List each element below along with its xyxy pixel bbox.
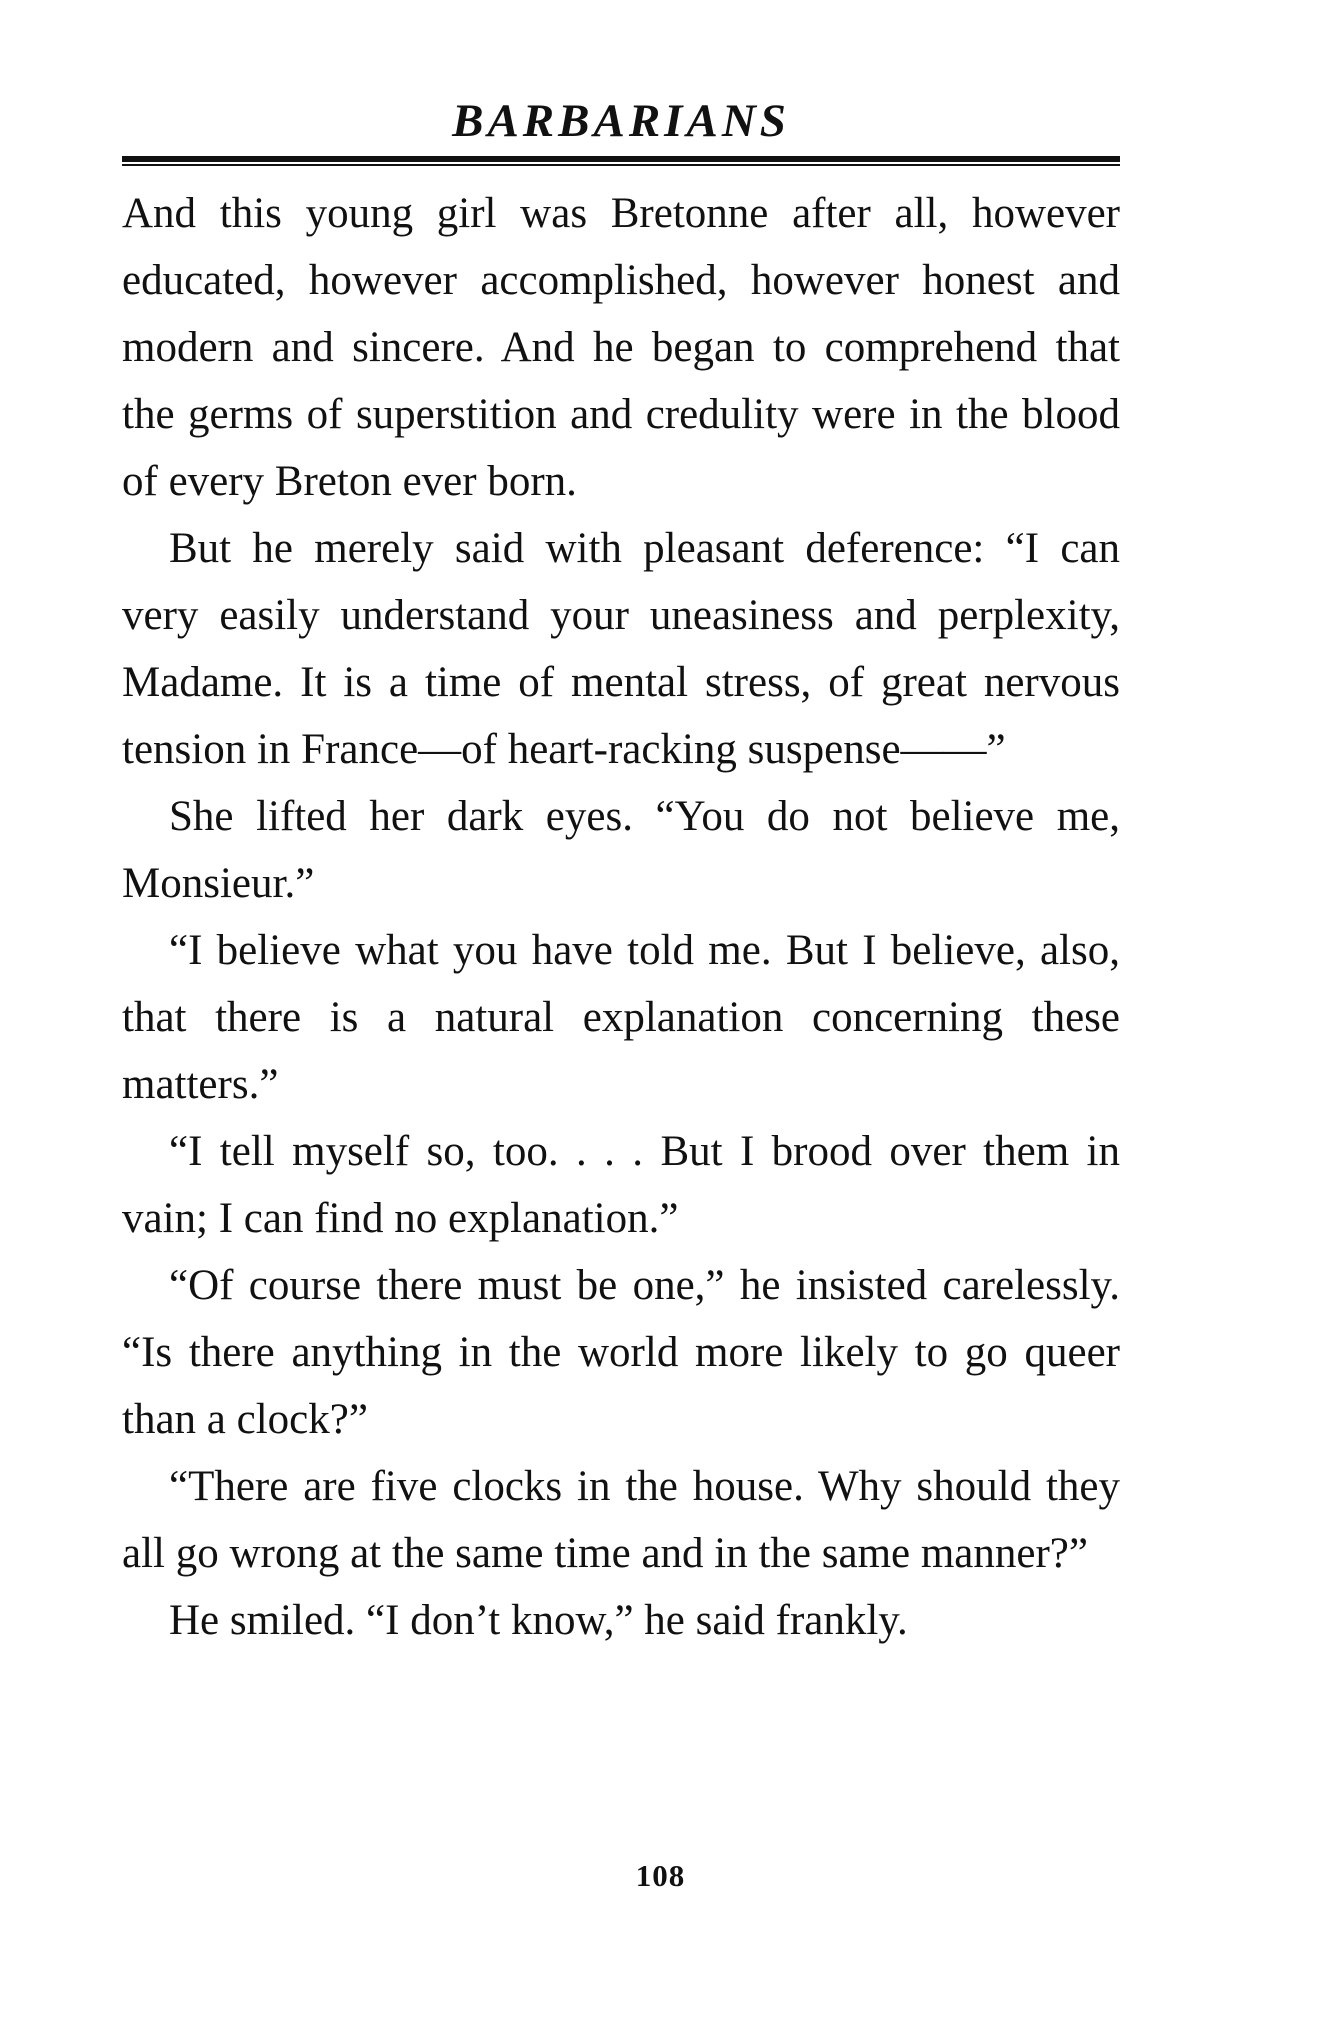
- header-rule: [122, 156, 1120, 166]
- paragraph: She lifted her dark eyes. “You do not believe me, Monsieur.”: [122, 793, 1120, 907]
- paragraph: But he merely said with pleasant deference: “I can very easily understand your uneasiness and perplexity, Madame. It is a time of mental stress, of great nervous tension in France—of heart-racking suspense——”: [122, 525, 1120, 773]
- paragraph: “I tell myself so, too. . . . But I brood over them in vain; I can find no explanation.”: [122, 1128, 1120, 1242]
- paragraph: He smiled. “I don’t know,” he said frankly.: [169, 1597, 908, 1644]
- paragraph: “There are five clocks in the house. Why should they all go wrong at the same time and in the same manner?”: [122, 1463, 1120, 1577]
- paragraph: “Of course there must be one,” he insisted carelessly. “Is there anything in the world more likely to go queer than a clock?”: [122, 1262, 1120, 1443]
- paragraph: “I believe what you have told me. But I believe, also, that there is a natural explanation concerning these matters.”: [122, 927, 1120, 1108]
- book-page: [122, 92, 1120, 1654]
- body-text: [122, 180, 1120, 1654]
- page-number: 108: [635, 1858, 686, 1893]
- running-head: BARBARIANS: [452, 95, 790, 147]
- paragraph: And this young girl was Bretonne after all, however educated, however accomplished, however honest and modern and sincere. And he began to comprehend that the germs of superstition and credulity were in the blood of every Breton ever born.: [122, 190, 1120, 505]
